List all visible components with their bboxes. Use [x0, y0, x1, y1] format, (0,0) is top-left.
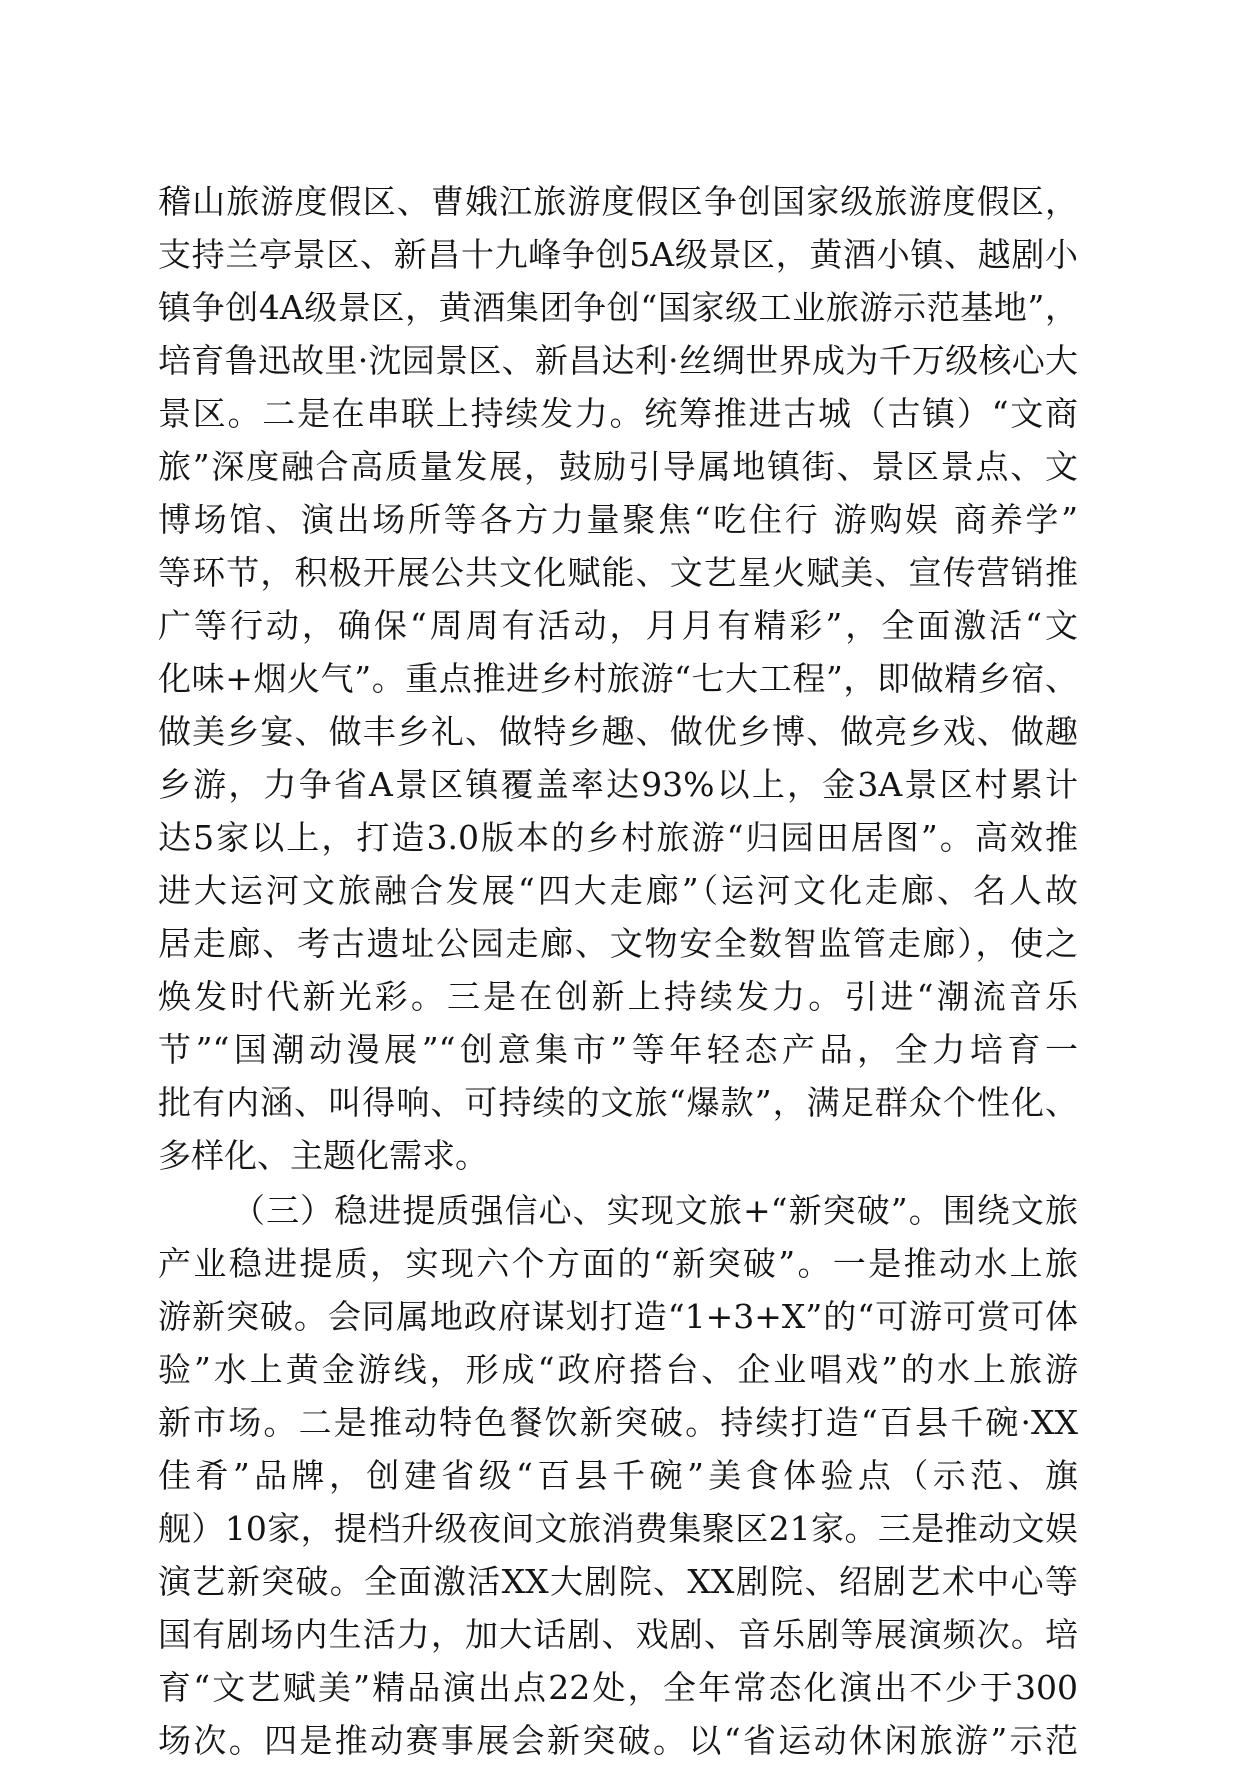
- text-line: 产业稳进提质，实现六个方面的“新突破”。一是推动水上旅: [158, 1244, 1078, 1283]
- text-line: 居走廊、考古遗址公园走廊、文物安全数智监管走廊），使之: [158, 924, 1078, 963]
- text-line: 演艺新突破。全面激活XX大剧院、XX剧院、绍剧艺术中心等: [158, 1562, 1078, 1601]
- text-line: 场次。四是推动赛事展会新突破。以“省运动休闲旅游”示范: [158, 1721, 1078, 1760]
- text-line: 做美乡宴、做丰乡礼、做特乡趣、做优乡博、做亮乡戏、做趣: [158, 712, 1078, 751]
- text-line: 育“文艺赋美”精品演出点22处，全年常态化演出不少于300: [158, 1668, 1078, 1707]
- text-line: 支持兰亭景区、新昌十九峰争创5A级景区，黄酒小镇、越剧小: [158, 235, 1078, 274]
- text-line: 达5家以上，打造3.0版本的乡村旅游“归园田居图”。高效推: [158, 818, 1078, 857]
- text-line: 旅”深度融合高质量发展，鼓励引导属地镇街、景区景点、文: [158, 447, 1078, 486]
- section-heading-line: （三）稳进提质强信心、实现文旅+“新突破”。围绕文旅: [232, 1191, 1078, 1230]
- text-line: 节”“国潮动漫展”“创意集市”等年轻态产品，全力培育一: [158, 1030, 1078, 1069]
- text-line: 验”水上黄金游线，形成“政府搭台、企业唱戏”的水上旅游: [158, 1350, 1078, 1389]
- text-line: 镇争创4A级景区，黄酒集团争创“国家级工业旅游示范基地”，: [158, 288, 1078, 327]
- text-line: 多样化、主题化需求。: [158, 1136, 488, 1175]
- text-line: 舰）10家，提档升级夜间文旅消费集聚区21家。三是推动文娱: [158, 1509, 1078, 1548]
- text-line: 焕发时代新光彩。三是在创新上持续发力。引进“潮流音乐: [158, 977, 1078, 1016]
- text-line: 化味+烟火气”。重点推进乡村旅游“七大工程”，即做精乡宿、: [158, 659, 1078, 698]
- text-line: 稽山旅游度假区、曹娥江旅游度假区争创国家级旅游度假区，: [158, 182, 1078, 221]
- text-line: 新市场。二是推动特色餐饮新突破。持续打造“百县千碗·XX: [158, 1403, 1078, 1442]
- text-line: 乡游，力争省A景区镇覆盖率达93%以上，金3A景区村累计: [158, 765, 1078, 804]
- text-line: 博场馆、演出场所等各方力量聚焦“吃住行 游购娱 商养学”: [158, 500, 1078, 539]
- text-line: 国有剧场内生活力，加大话剧、戏剧、音乐剧等展演频次。培: [158, 1615, 1078, 1654]
- text-line: 等环节，积极开展公共文化赋能、文艺星火赋美、宣传营销推: [158, 553, 1078, 592]
- text-line: 佳肴”品牌，创建省级“百县千碗”美食体验点（示范、旗: [158, 1456, 1078, 1495]
- text-line: 培育鲁迅故里·沈园景区、新昌达利·丝绸世界成为千万级核心大: [158, 341, 1078, 380]
- text-line: 批有内涵、叫得响、可持续的文旅“爆款”，满足群众个性化、: [158, 1083, 1078, 1122]
- text-line: 进大运河文旅融合发展“四大走廊”（运河文化走廊、名人故: [158, 871, 1078, 910]
- text-line: 广等行动，确保“周周有活动，月月有精彩”，全面激活“文: [158, 606, 1078, 645]
- text-line: 景区。二是在串联上持续发力。统筹推进古城（古镇）“文商: [158, 394, 1078, 433]
- text-line: 游新突破。会同属地政府谋划打造“1+3+X”的“可游可赏可体: [158, 1297, 1078, 1336]
